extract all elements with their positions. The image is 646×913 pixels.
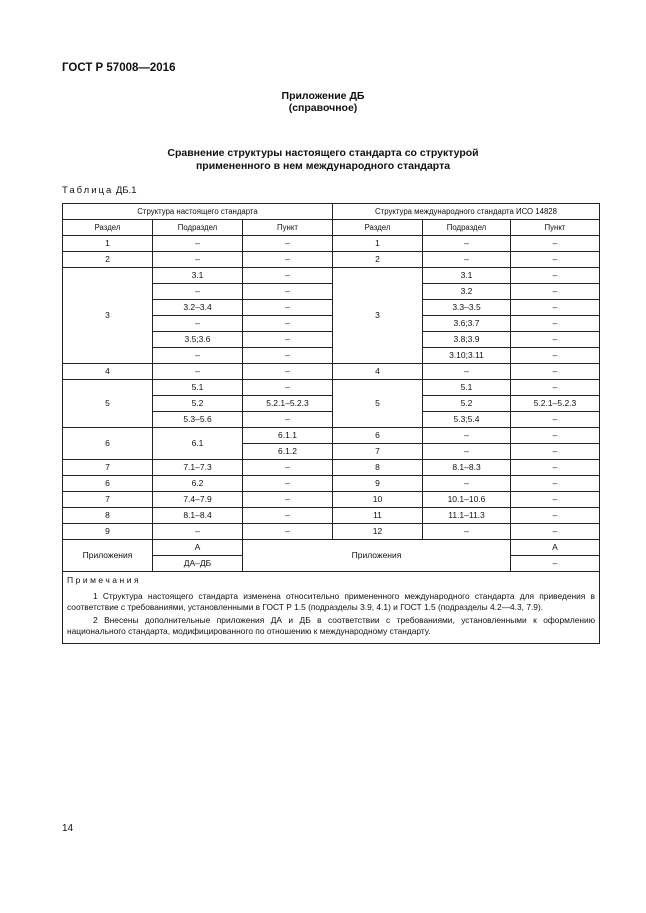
- table-cell: 8.1–8.3: [423, 460, 511, 476]
- table-cell: 3.8;3.9: [423, 332, 511, 348]
- table-cell: 5.2: [153, 396, 243, 412]
- table-cell: –: [243, 412, 333, 428]
- table-cell: 10.1–10.6: [423, 492, 511, 508]
- table-cell: –: [243, 268, 333, 284]
- table-caption-word: Таблица: [62, 185, 114, 196]
- table-cell: ДА–ДБ: [153, 556, 243, 572]
- table-row: [63, 476, 600, 492]
- table-cell: 5: [63, 380, 153, 428]
- table-cell: 3.2: [423, 284, 511, 300]
- title-line-1: Сравнение структуры настоящего стандарта со структурой: [167, 147, 479, 159]
- table-cell: –: [243, 316, 333, 332]
- table-row: [63, 428, 600, 444]
- notes-heading: Примечания: [67, 575, 142, 585]
- table-cell: –: [511, 492, 600, 508]
- table-cell: –: [153, 252, 243, 268]
- table-cell: –: [511, 524, 600, 540]
- table-row: [63, 268, 600, 284]
- page-number: 14: [62, 823, 74, 834]
- table-cell: 2: [63, 252, 153, 268]
- table-cell: 3.6;3.7: [423, 316, 511, 332]
- table-column-header-row: [63, 220, 600, 236]
- appendix-heading: [0, 90, 646, 114]
- table-cell: 6: [63, 476, 153, 492]
- table-cell: 6.1.2: [243, 444, 333, 460]
- table-cell: 3.5;3.6: [153, 332, 243, 348]
- appendix-title: Приложение ДБ: [281, 90, 365, 102]
- column-header: Пункт: [243, 220, 333, 236]
- table-cell: –: [511, 252, 600, 268]
- table-cell: –: [511, 332, 600, 348]
- table-caption-number: ДБ.1: [113, 185, 137, 196]
- table-notes-row: [63, 572, 600, 644]
- table-cell: 3: [333, 268, 423, 364]
- table-row: [63, 508, 600, 524]
- table-cell: –: [243, 300, 333, 316]
- table-cell: 11.1–11.3: [423, 508, 511, 524]
- table-cell: –: [153, 348, 243, 364]
- table-caption: [62, 185, 136, 196]
- table-cell: 5.3;5.4: [423, 412, 511, 428]
- table-group-header-row: [63, 204, 600, 220]
- table-cell: –: [423, 252, 511, 268]
- table-cell: –: [511, 476, 600, 492]
- table-cell: –: [243, 252, 333, 268]
- table-cell: –: [511, 380, 600, 396]
- table-cell: –: [423, 364, 511, 380]
- table-row: [63, 380, 600, 396]
- table-cell: 5.2: [423, 396, 511, 412]
- table-cell: 3: [63, 268, 153, 364]
- table-cell: –: [511, 284, 600, 300]
- table-cell: 6.1: [153, 428, 243, 460]
- table-cell: 6.1.1: [243, 428, 333, 444]
- standard-designation: ГОСТ Р 57008—2016: [62, 62, 176, 74]
- table-cell: 7.4–7.9: [153, 492, 243, 508]
- structure-comparison-table: [62, 203, 600, 644]
- table-cell: –: [511, 556, 600, 572]
- note-2: 2 Внесены дополнительные приложения ДА и ДБ в соответствии с требованиями, установленными к оформлению национального стандарта, модифицированного по отношению к международному стандарту.: [67, 615, 595, 636]
- table-cell: –: [511, 412, 600, 428]
- table-cell: –: [511, 444, 600, 460]
- table-cell: А: [511, 540, 600, 556]
- table-cell: 6: [333, 428, 423, 444]
- group-header-national: Структура настоящего стандарта: [63, 204, 333, 220]
- table-cell: 10: [333, 492, 423, 508]
- table-cell: –: [423, 236, 511, 252]
- table-row: [63, 460, 600, 476]
- table-cell: –: [511, 348, 600, 364]
- table-cell: Приложения: [63, 540, 153, 572]
- table-cell: 1: [333, 236, 423, 252]
- table-cell: 9: [63, 524, 153, 540]
- table-cell: –: [153, 524, 243, 540]
- table-cell: 4: [333, 364, 423, 380]
- column-header: Раздел: [63, 220, 153, 236]
- table-cell: –: [243, 508, 333, 524]
- table-cell: 5.1: [153, 380, 243, 396]
- table-cell: 3.2–3.4: [153, 300, 243, 316]
- table-cell: –: [243, 236, 333, 252]
- table-cell: –: [153, 364, 243, 380]
- table-cell: –: [243, 524, 333, 540]
- table-cell: 5.3–5.6: [153, 412, 243, 428]
- table-cell: –: [243, 348, 333, 364]
- table-cell: 8.1–8.4: [153, 508, 243, 524]
- table-cell: 3.10;3.11: [423, 348, 511, 364]
- table-row: [63, 492, 600, 508]
- table-cell: –: [243, 284, 333, 300]
- table-cell: 3.1: [423, 268, 511, 284]
- table-cell: –: [511, 268, 600, 284]
- table-cell: 5: [333, 380, 423, 428]
- group-header-international: Структура международного стандарта ИСО 14828: [333, 204, 600, 220]
- table-cell: 2: [333, 252, 423, 268]
- column-header: Раздел: [333, 220, 423, 236]
- table-row: [63, 364, 600, 380]
- table-cell: 6: [63, 428, 153, 460]
- table-cell: 1: [63, 236, 153, 252]
- table-cell: 4: [63, 364, 153, 380]
- table-cell: –: [243, 460, 333, 476]
- table-notes: [63, 572, 600, 644]
- document-title: [0, 147, 646, 173]
- table-cell: –: [511, 460, 600, 476]
- column-header: Подраздел: [423, 220, 511, 236]
- table-row-appendices: [63, 540, 600, 556]
- table-cell: –: [243, 476, 333, 492]
- table-cell: 5.2.1–5.2.3: [511, 396, 600, 412]
- table-cell: –: [153, 284, 243, 300]
- note-1: 1 Структура настоящего стандарта изменена относительно примененного международного стандарта для приведения в соответствие с требованиями, установленными в ГОСТ Р 1.5 (подразделы 3.9, 4.1) и ГОСТ 1.5 (подразделы 4.2—4.3, 7.9).: [67, 591, 595, 612]
- table-cell: 8: [333, 460, 423, 476]
- table-cell: –: [511, 300, 600, 316]
- table-cell: –: [423, 428, 511, 444]
- column-header: Пункт: [511, 220, 600, 236]
- table-cell: –: [243, 364, 333, 380]
- table-cell: –: [423, 444, 511, 460]
- table-row: [63, 252, 600, 268]
- table-row: [63, 524, 600, 540]
- table-cell: 11: [333, 508, 423, 524]
- table-cell: –: [511, 428, 600, 444]
- table-cell: Приложения: [243, 540, 511, 572]
- appendix-type: (справочное): [288, 102, 358, 114]
- table-cell: 7: [333, 444, 423, 460]
- table-cell: 12: [333, 524, 423, 540]
- table-cell: –: [423, 476, 511, 492]
- table-row: [63, 236, 600, 252]
- table-cell: –: [153, 316, 243, 332]
- table-cell: 3.3–3.5: [423, 300, 511, 316]
- title-line-2: примененного в нем международного стандарта: [195, 160, 451, 172]
- table-cell: –: [511, 316, 600, 332]
- table-cell: –: [153, 236, 243, 252]
- table-cell: 3.1: [153, 268, 243, 284]
- table-cell: –: [511, 364, 600, 380]
- table-cell: 7: [63, 492, 153, 508]
- table-cell: –: [243, 492, 333, 508]
- table-cell: –: [243, 380, 333, 396]
- table-cell: –: [511, 236, 600, 252]
- table-cell: 7: [63, 460, 153, 476]
- table-cell: 5.1: [423, 380, 511, 396]
- column-header: Подраздел: [153, 220, 243, 236]
- table-cell: 5.2.1–5.2.3: [243, 396, 333, 412]
- table-cell: 7.1–7.3: [153, 460, 243, 476]
- table-cell: А: [153, 540, 243, 556]
- table-cell: –: [511, 508, 600, 524]
- table-cell: 8: [63, 508, 153, 524]
- table-cell: –: [423, 524, 511, 540]
- table-cell: 9: [333, 476, 423, 492]
- table-cell: 6.2: [153, 476, 243, 492]
- table-cell: –: [243, 332, 333, 348]
